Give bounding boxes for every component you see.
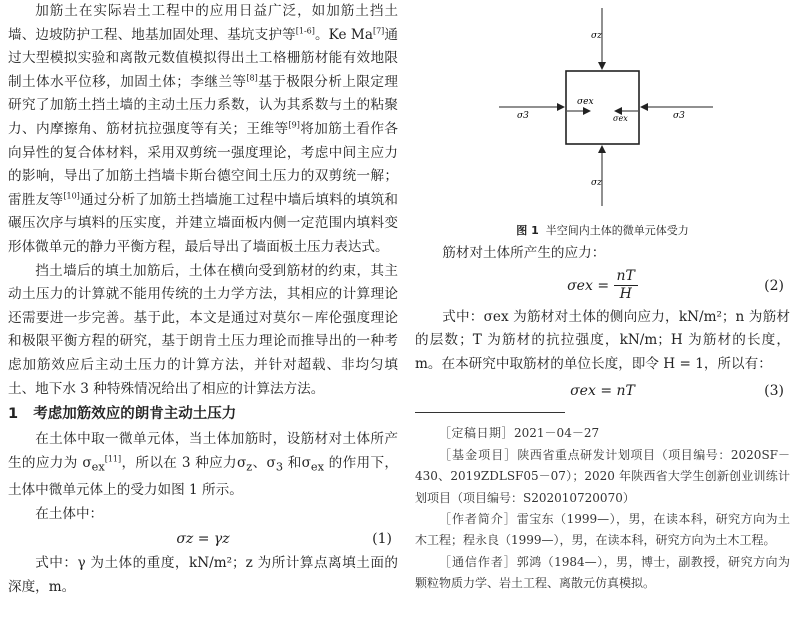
figure-1-caption: [415, 220, 790, 242]
sigma-ex-left-label: σex: [577, 97, 594, 107]
equation-1: [8, 526, 398, 552]
reinforcement-stress-label: 筋材对土体所产生的应力：: [442, 245, 606, 261]
section-heading-1: [8, 401, 398, 428]
citation-11: [11]: [104, 454, 122, 464]
element-paragraph: 在土体中取一微单元体，当土体加筋时，设筋材对土体所产生的应力为 $\sigma_{ex}[11]$，所以在 3 种应力$\sigma_z$、$\sigma_3$ 和$\sigma_{ex}$ 的作用下，土体中微单元体上的受力如图 1 所示。: [8, 431, 399, 498]
left-column: [8, 0, 398, 599]
section-title: 考虑加筋效应的朗肯主动土压力: [33, 406, 237, 423]
figure-1: [415, 0, 790, 220]
equation-1-number: (1): [372, 531, 392, 548]
citation-8: [8]: [246, 73, 258, 83]
in-soil-label: 在土体中：: [35, 505, 104, 522]
equation-3: [415, 376, 790, 406]
right-column: [415, 0, 790, 595]
note-authors: ［作者简介］雷宝东（1999—），男，在读本科，研究方向为土木工程；程永良（1999—），男，在读本科，研究方向为土木工程。: [415, 512, 790, 548]
figure-1-caption-label: 图 1: [516, 224, 539, 237]
sigma-z-top-label: σz: [591, 31, 602, 41]
sigma-ex-right-label: σex: [613, 114, 628, 123]
note-corresponding-author: ［通信作者］郭鸿（1984—），男，博士，副教授，研究方向为颗粒物质力学、岩土工程、离散元仿真模拟。: [415, 554, 790, 591]
equation-2-fraction: $\frac{nT}{H}$: [614, 268, 638, 303]
section-number: 1: [8, 406, 19, 423]
sigma-3-right-label: σ3: [673, 111, 685, 121]
citation-10: [10]: [63, 191, 80, 201]
sigma-z-bottom-label: σz: [591, 178, 602, 188]
note-final-date: ［定稿日期］2021－04－27: [439, 426, 600, 441]
soil-element-square: [566, 71, 639, 144]
intro-paragraph: 加筋土在实际岩土工程中的应用日益广泛，如加筋土挡土墙、边坡防护工程、地基加固处理、基坑支护等[1-6]。Ke Ma[7]通过大型模拟实验和离散元数值模拟得出土工格栅筋材能有效地限制土体水平位移，加固土体；李继兰等[8]基于极限分析上限定理研究了加筋土挡土墙的主动土压力系数，认为其系数与土的粘聚力、内摩擦角、筋材抗拉强度等有关；王维等[9]将加筋土看作各向异性的复合体材料，采用双剪统一强度理论，考虑中间主应力的影响，导出了加筋土挡墙卡斯台德空间土压力的双剪统一解；雷胜友等[10]通过分析了加筋土挡墙施工过程中墙后填料的填筑和碾压次序与填料的压实度，并建立墙面板内侧一定范围内填料变形体微单元的静力平衡方程，最后导出了墙面板土压力表达式。: [8, 3, 399, 255]
sigma-3-left-label: σ3: [517, 111, 529, 121]
equation-3-formula: σex = nT: [570, 383, 635, 400]
eq1-explanation: 式中：γ 为土体的重度，kN/m²；z 为所计算点离填土面的深度，m。: [8, 555, 398, 595]
equation-3-number: (3): [764, 383, 784, 400]
figure-1-caption-text: 半空间内土体的微单元体受力: [545, 224, 689, 237]
eq2-explanation: 式中：σex 为筋材对土体的侧向应力，kN/m²；n 为筋材的层数；T 为筋材的抗拉强度，kN/m；H 为筋材的长度，m。在本研究中取筋材的单位长度，即令 H = 1，所以有：: [415, 308, 790, 372]
equation-2-number: (2): [764, 277, 784, 294]
equation-2: [415, 266, 790, 306]
citation-7: [7]: [372, 26, 385, 36]
equation-1-formula: σz = γz: [176, 531, 230, 548]
citation-1-6: [1-6]: [295, 26, 315, 36]
motivation-paragraph: 挡土墙后的填土加筋后，土体在横向受到筋材的约束，其主动土压力的计算就不能用传统的土力学方法，其相应的计算理论还需要进一步完善。基于此，本文是通过对莫尔－库伦强度理论和极限平衡方程的研究，基于朗肯土压力理论而推导出的一种考虑加筋效应后主动土压力的计算方法，并针对超载、非均匀填土、地下水 3 种特殊情况给出了相应的计算法方法。: [8, 262, 398, 397]
stress-element-diagram: [415, 0, 790, 220]
equation-2-formula: σex = $\frac{nT}{H}$: [415, 266, 790, 306]
note-funding: ［基金项目］陕西省重点研发计划项目（项目编号：2020SF－430、2019ZDLSF05－07）；2020 年陕西省大学生创新创业训练计划项目（项目编号：S202010720070）: [415, 447, 790, 505]
citation-9: [9]: [288, 120, 300, 130]
